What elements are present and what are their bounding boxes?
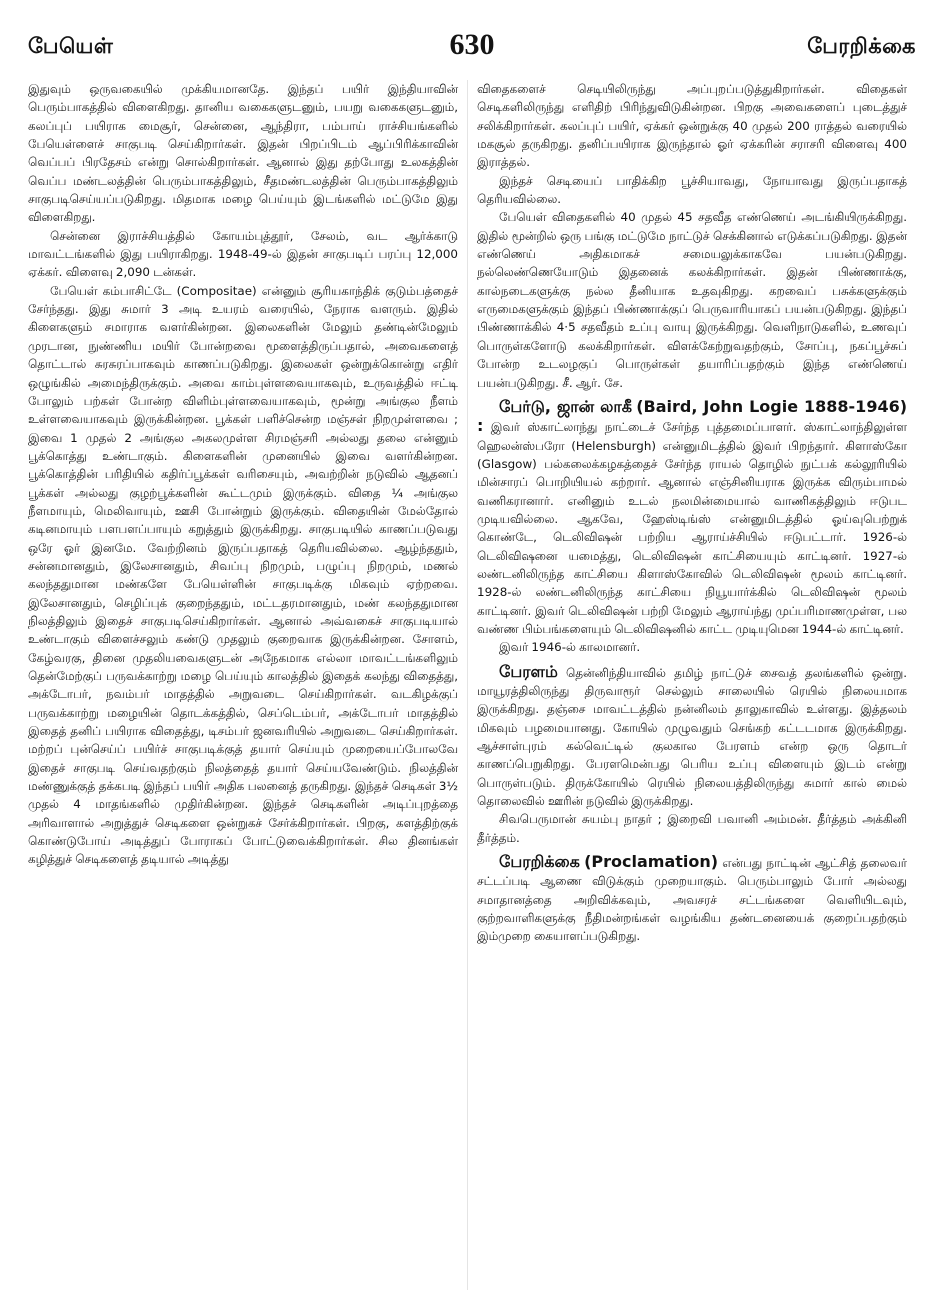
paragraph: இந்தச் செடியைப் பாதிக்கிற பூச்சியாவது, நோயாவது இருப்பதாகத் தெரியவில்லை. — [477, 173, 907, 207]
entry-headword-latin: (Proclamation) — [584, 852, 719, 872]
paragraph: சென்னை இராச்சியத்தில் கோயம்புத்தூர், சேலம், வட ஆர்க்காடு மாவட்டங்களில் இது பயிராகிறது. 1948-49-ல் இதன் சாகுபடிப் பரப்பு 12,000 ஏக்கர். விளைவு 2,090 டன்கள். — [28, 228, 458, 280]
left-column — [28, 80, 458, 869]
paragraph: இவர் 1946-ல் காலமானர். — [499, 640, 641, 655]
entry-body: இவர் ஸ்காட்லாந்து நாட்டைச் சேர்ந்த புத்தமைப்பாளர். ஸ்காட்லாந்திலுள்ள ஹெலன்ஸ்பரோ (Helensburgh) என்னுமிடத்தில் இவர் பிறந்தார். கிளாஸ்கோ (Glasgow) பல்கலைக்கழகத்தைச் சேர்ந்த ராயல் தொழில் நுட்பக் கல்லூரியில் மின்சாரப் பொறியியல் கற்றார். ஆனால் எஞ்சினியராக இருக்க விரும்பாமல் வணிகரானார். எனினும் உடல் நலமின்மையால் வாணிகத்திலும் ஈடுபட முடியவில்லை. ஆகவே, ஹேஸ்டிங்ஸ் என்னுமிடத்தில் ஓய்வுபெற்றுக் கொண்டே, டெலிவிஷன் பற்றிய ஆராய்ச்சியில் ஈடுபட்டார். 1926-ல் டெலிவிஷனை யமைத்து, டெலிவிஷன் காட்சியையும் காட்டினர். 1927-ல் லண்டனிலிருந்த காட்சியை கிளாஸ்கோவில் டெலிவிஷன் மூலம் காட்டினர். 1928-ல் லண்டனிலிருந்த காட்சியை நியூயார்க்கில் டெலிவிஷன் மூலம் காட்டினர். இவர் டெலிவிஷன் பற்றி மேலும் ஆராய்ந்து முப்பரிமாணமுள்ள, பல வண்ண பிம்பங்களையும் டெலிவிஷனில் காட்ட முடியுமென 1944-ல் காட்டினர். — [477, 420, 908, 636]
paragraph: இதுவும் ஒருவகையில் முக்கியமானதே. இந்தப் பயிர் இந்தியாவின் பெரும்பாகத்தில் விளைகிறது. தானிய வகைகளுடனும், பயறு வகைகளுடனும், கலப்புப் பயிராக மைசூர், சென்னை, ஆந்திரா, பம்பாய் ராச்சியங்களில் பேயெள்ளைச் சாகுபடி செய்கிறார்கள். இதன் பிறப்பிடம் ஆப்பிரிக்காவின் வெப்பப் பிரதேசம் என்று சொல்கிறார்கள். ஆனால் இது தற்போது உலகத்தின் வெப்ப மண்டலத்தின் பெரும்பாகத்திலும், சீதமண்டலத்தின் பெரும்பாகத்திலும் சாகுபடிசெய்யப்படுகிறது. மிதமாக மழை பெய்யும் இடங்களில் மட்டுமே இது விளைகிறது. — [28, 82, 458, 225]
paragraph: விதைகளைச் செடியிலிருந்து அப்புறப்படுத்துகிறார்கள். விதைகள் செடிகளிலிருந்து எளிதிற் பிரிந்துவிடுகின்றன. பிறகு அவைகளைப் புடைத்துச் சலிக்கிறார்கள். கலப்புப் பயிர், ஏக்கர் ஒன்றுக்கு 40 முதல் 200 ராத்தல் வரையில் மகசூல் தருகிறது. தனிப்பயிராக இருந்தால் ஓர் ஏக்கரின் சராசரி விளைவு 400 இராத்தல். — [477, 82, 907, 170]
entry-body: தென்னிந்தியாவில் தமிழ் நாட்டுச் சைவத் தலங்களில் ஒன்று. மாயூரத்திலிருந்து திருவாரூர் செல்லும் சாலையில் ரெயில் நிலையமாக இருக்கிறது. தஞ்சை மாவட்டத்தில் நன்னிலம் தாலுகாவில் உள்ளது. இத்தலம் மிகவும் பழமையானது. கோயில் முழுவதும் செங்கற் கட்டடமாக இருக்கிறது. ஆச்சாள்புரம் கல்வெட்டில் குலகால பேரளம் என்ற ஒரு தொடர் காணப்பெறுகிறது. பேரளமென்பது பெரிய உப்பு விளையும் இடம் என்று பொருள்படும். திருக்கோயில் ரெயில் நிலையத்திலிருந்து சுமார் கால் மைல் தொலைவில் ஊரின் நடுவில் இருக்கிறது. — [477, 665, 908, 809]
column-divider — [467, 80, 468, 1290]
running-head-right: பேரறிக்கை — [807, 34, 916, 58]
running-head — [28, 28, 916, 68]
page-number: 630 — [449, 28, 495, 61]
entry-proclamation — [477, 853, 907, 946]
paragraph: பேயெள் கம்பாசிட்டே (Compositae) என்னும் சூரியகாந்திக் குடும்பத்தைச் சேர்ந்தது. இது சுமார் 3 அடி உயரம் வரையில், நேராக வளரும். இதில் கிளைகளும் சமாராக வளர்கின்றன. இலைகளின் மேலும் தண்டின்மேலும் முரடான, நுண்ணிய மயிர் போன்றவை மூளைத்திருப்பதால், அவைகளைத் தொட்டால் சுரசுரப்பாகவும் காணப்படுகிறது. இலைகள் ஒன்றுக்கொன்று எதிர் ஒழுங்கில் அமைந்திருக்கும். அவை காம்புள்ளவையாகவும், உருவத்தில் ஈட்டி போலும் பற்கள் போன்ற விளிம்புள்ளவையாகவும், மூன்று அங்குல நீளம் உள்ளவையாகவும் இருக்கின்றன. பூக்கள் பளிச்சென்ற மஞ்சள் நிறமுள்ளவை ; இவை 1 முதல் 2 அங்குல அகலமுள்ள சிரமஞ்சரி அல்லது தலை என்னும் பூக்கொத்து உண்டாகும். கிளைகளின் முனையில் இவை வளர்கின்றன. பூக்கொத்தின் பரிதியில் கதிர்ப்பூக்கள் வரிசையும், அவற்றின் நடுவில் ஆதனப் பூக்கள் அல்லது குழற்பூக்களின் கூட்டமும் இருக்கும். விதை ¼ அங்குல நீளமாயும், மெலிவாயும், ஊசி போன்றும் இருக்கும். விதையின் மேல்தோல் கடினமாயும் பளபளப்பாயும் கறுத்தும் இருக்கிறது. சாகுபடியில் காணப்படுவது ஒரே ஓர் இனமே. வேற்றினம் இருப்பதாகத் தெரியவில்லை. ஆழ்ந்ததும், சன்னமானதும், இலேசானதும், சிவப்பு நிறமும், பழுப்பு நிறமும், மணல் கலந்ததுமான மண்களே பேயெள்ளின் சாகுபடிக்கு மிகவும் ஏற்றவை. இலேசானதும், செழிப்புக் குறைந்ததும், மட்டதரமானதும், மண் கலந்ததுமான நிலத்திலும் இதைச் சாகுபடிசெய்கிறார்கள். ஆனால் அவ்வகைச் சாகுபடியால் உண்டாகும் விளைச்சலும் கண்டு முதலும் குறைவாக இருக்கின்றன. சோளம், கேழ்வரகு, தினை முதலியவைகளுடன் அநேகமாக எல்லா மாவட்டங்களிலும் தென்மேற்குப் பருவக்காற்று மழை பெய்யும் காலத்தில் இதைக் கலந்து விதைத்து, அக்டோபர், நவம்பர் மாதத்தில் அறுவடை செய்கிறார்கள். வடகிழக்குப் பருவக்காற்று மழையின் தொடக்கத்தில், செப்டெம்பர், அக்டோபர் மாதத்தில் இதைத் தனிப் பயிராக விதைத்து, டிசம்பர் ஜனவரியில் அறுவடை செய்கிறார்கள். மற்றப் புன்செய்ப் பயிர்ச் சாகுபடிக்குத் தயார் செய்யும் முறையைப்போலவே இதைச் சாகுபடி செய்வதற்கும் நிலத்தைத் தயார் செய்யவேண்டும். நிலத்தின் மண்ணுக்குத் தக்கபடி இந்தப் பயிர் அதிக பலனைத் தருகிறது. இந்தச் செடிகள் 3½ முதல் 4 மாதங்களில் முதிர்கின்றன. இந்தச் செடிகளின் அடிப்புறத்தை அரிவாளால் அறுத்துச் செடிகளை ஒன்றுகச் சேர்க்கிறார்கள். பிறகு, களத்திற்குக் கொண்டுபோய் அடித்துப் போராகப் போட்டுவைக்கிறார்கள். சில தினங்கள் கழித்துச் செடிகளைத் தடியால் அடித்து — [28, 283, 458, 867]
running-head-left: பேயெள் — [28, 34, 114, 58]
paragraph: பேயெள் விதைகளில் 40 முதல் 45 சதவீத எண்ணெய் அடங்கியிருக்கிறது. இதில் மூன்றில் ஒரு பங்கு மட்டுமே நாட்டுச் செக்கினால் எடுக்கப்படுகிறது. இதன் எண்ணெய் அதிகமாகச் சமையலுக்காகவே பயன்படுகிறது. நல்லெண்ணெயோடும் இதனைக் கலக்கிறார்கள். இதன் பிண்ணாக்கு, கால்நடைகளுக்கு நல்ல தீனியாக உதவுகிறது. கறவைப் பசுக்களுக்கும் எருமைகளுக்கும் இந்தப் பிண்ணாக்குப் பெருவாரியாகப் பயன்படுகிறது. இந்தப் பிண்ணாக்கில் 4·5 சதவீதம் உப்பு வாயு இருக்கிறது. வெளிநாடுகளில், உணவுப் பொருள்களோடு கலக்கிறார்கள். விளக்கேற்றுவதற்கும், சோப்பு, நகப்பூச்சுப் போன்ற உடலழகுப் பொருள்கள் தயாரிப்பதற்கும் இந்த எண்ணெய் பயன்படுகிறது. சீ. ஆர். சே. — [477, 210, 907, 390]
entry-peralam — [477, 663, 907, 811]
paragraph: சிவபெருமான் சுயம்பு நாதர் ; இறைவி பவானி அம்மன். தீர்த்தம் அக்கினி தீர்த்தம். — [477, 812, 907, 845]
right-column — [477, 80, 907, 946]
entry-headword-latin: (Baird, John Logie 1888-1946) : — [477, 396, 908, 436]
entry-headword: பேரளம் — [499, 661, 558, 681]
entry-headword: பேர்டு, ஜான் லாகீ — [499, 396, 633, 416]
entry-body: என்பது நாட்டின் ஆட்சித் தலைவர் சட்டப்படி ஆணை விடுக்கும் முறையாகும். பெரும்பாலும் போர் அல்லது சமாதானத்தை அறிவிக்கவும், அவசரச் சட்டங்களை வெளியிடவும், குற்றவாளிகளுக்கு நீதிமன்றங்கள் வழங்கிய தண்டனையைக் குறைப்பதற்கும் இம்முறை கையாளப்படுகிறது. — [477, 856, 908, 944]
entry-baird — [477, 398, 907, 638]
entry-headword: பேரறிக்கை — [499, 852, 580, 872]
